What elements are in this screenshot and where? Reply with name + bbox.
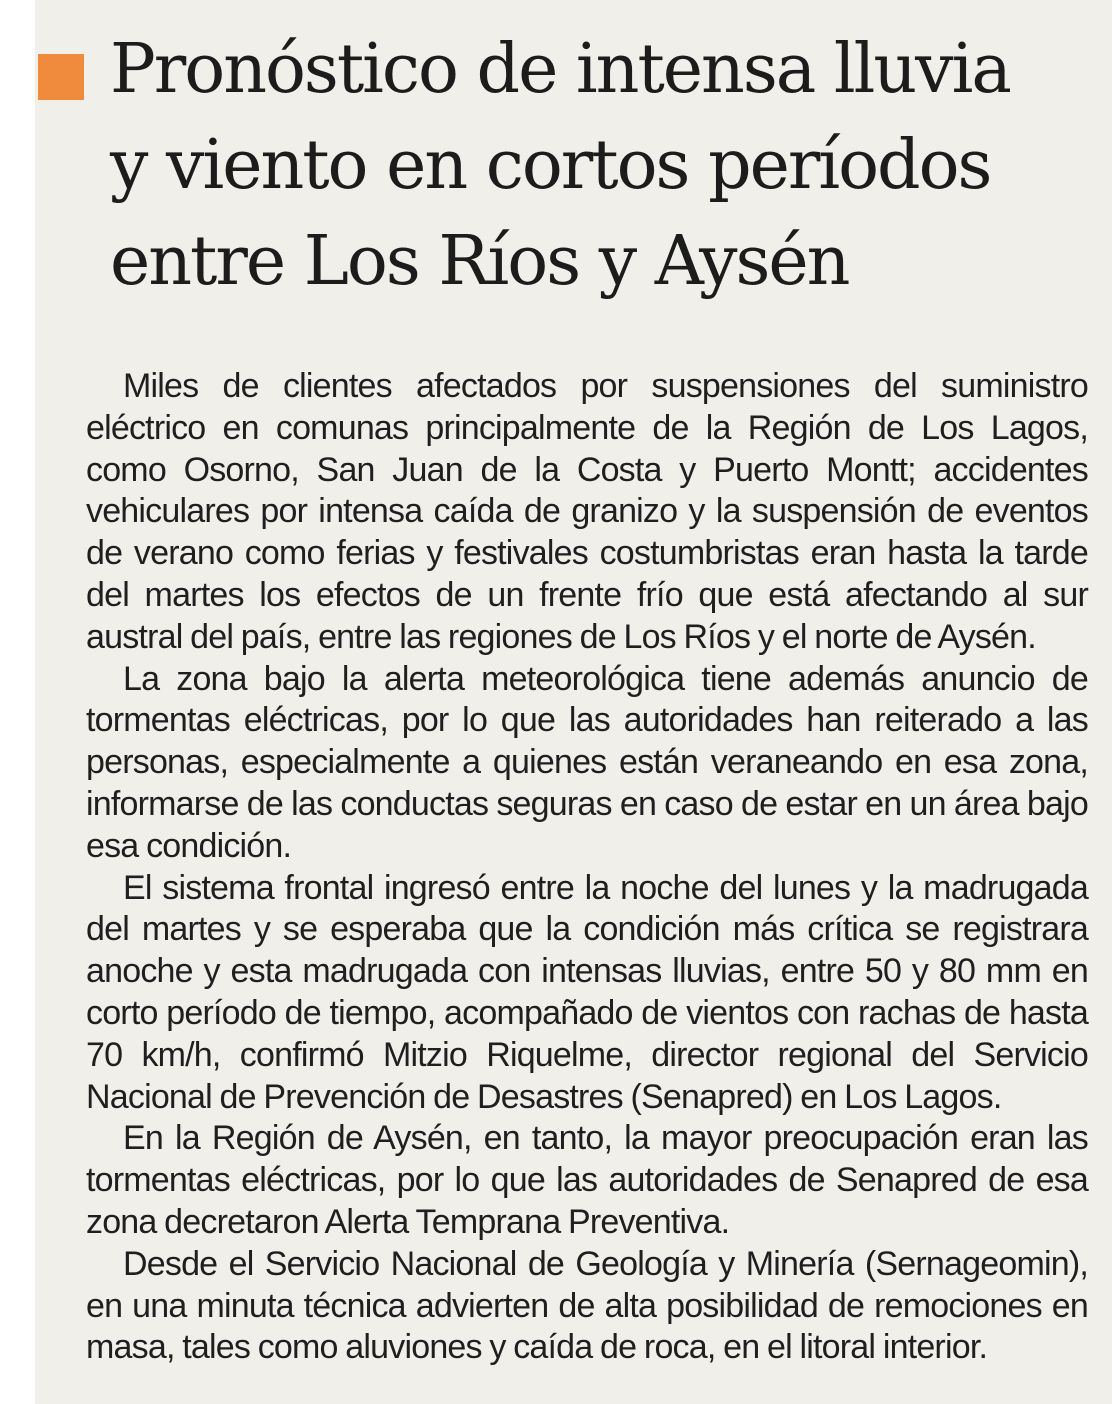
headline-line-1: Pronóstico de intensa lluvia <box>110 30 1010 109</box>
headline-line-2: y viento en cortos períodos <box>110 126 991 205</box>
headline-line-3: entre Los Ríos y Aysén <box>110 222 849 301</box>
paragraph-2: La zona bajo la alerta meteorológica tiene además anuncio de tormentas eléctricas, por lo que las autoridades han reiterado a las personas, especialmente a quienes están veraneando en esa zona, informarse de las conductas seguras en caso de estar en un área bajo esa condición. <box>86 659 1088 865</box>
paragraph-3: El sistema frontal ingresó entre la noche del lunes y la madrugada del martes y se esperaba que la condición más crítica se registrara anoche y esta madrugada con intensas lluvias, entre 50 y 80 mm en corto período de tiempo, acompañado de vientos con rachas de hasta 70 km/h, confirmó Mitzio Riquelme, director regional del Servicio Nacional de Prevención de Desastres (Senapred) en Los Lagos. <box>86 868 1088 1116</box>
article-body <box>86 366 1088 1369</box>
headline <box>110 22 1105 310</box>
paragraph-4: En la Región de Aysén, en tanto, la mayor preocupación eran las tormentas eléctricas, por lo que las autoridades de Senapred de esa zona decretaron Alerta Temprana Preventiva. <box>86 1119 1088 1241</box>
paragraph-5: Desde el Servicio Nacional de Geología y Minería (Sernageomin), en una minuta técnica advierten de alta posibilidad de remociones en masa, tales como aluviones y caída de roca, en el litoral interior. <box>86 1244 1088 1367</box>
paragraph-1: Miles de clientes afectados por suspensiones del suministro eléctrico en comunas principalmente de la Región de Los Lagos, como Osorno, San Juan de la Costa y Puerto Montt; accidentes vehiculares por intensa caída de granizo y la suspensión de eventos de verano como ferias y festivales costumbristas eran hasta la tarde del martes los efectos de un frente frío que está afectando al sur austral del país, entre las regiones de Los Ríos y el norte de Aysén. <box>86 367 1088 656</box>
section-marker <box>38 54 84 100</box>
